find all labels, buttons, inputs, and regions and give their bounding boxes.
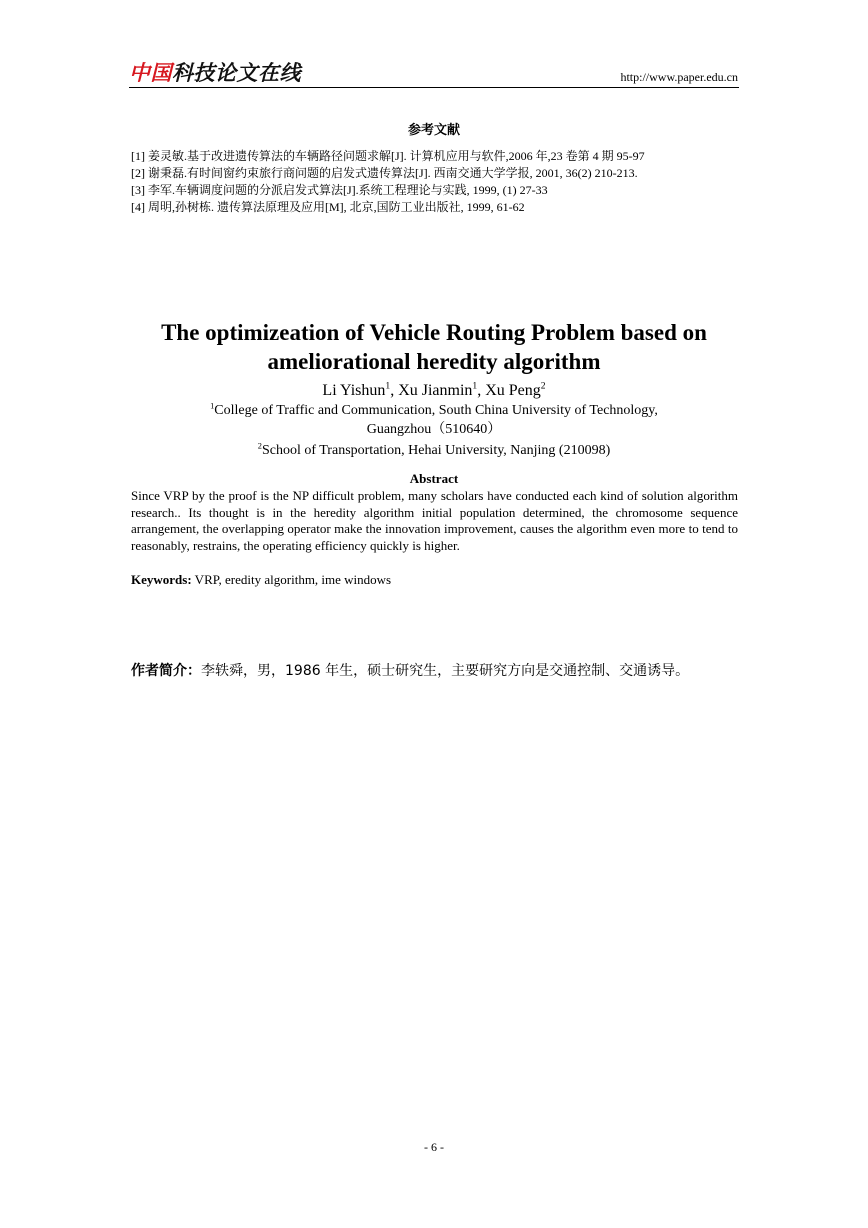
affiliation-text: College of Traffic and Communication, South China University of Technology, <box>214 403 658 418</box>
site-logo <box>129 60 301 86</box>
affil-marker: 1 <box>210 401 215 411</box>
reference-item: [2] 谢秉磊.有时间窗约束旅行商问题的启发式遗传算法[J]. 西南交通大学学报, 2001, 36(2) 210-213. <box>131 166 638 180</box>
author-separator: , <box>390 382 399 399</box>
author-separator: , <box>477 382 486 399</box>
author-list <box>0 382 868 400</box>
affiliation-1-continued: Guangzhou（510640） <box>366 422 502 437</box>
logo-red-text: 中国 <box>129 61 172 85</box>
reference-item: [3] 李军.车辆调度问题的分派启发式算法[J].系统工程理论与实践, 1999, (1) 27-33 <box>131 183 548 197</box>
author-bio-label: 作者简介： <box>131 663 201 679</box>
header-divider <box>129 87 739 88</box>
abstract-body: Since VRP by the proof is the NP difficult problem, many scholars have conducted each kind of solution algorithm research.. Its thought is in the heredity algorithm initial population determined, the chromosome sequence arrangement, the overlapping operator make the innovation improvement, causes the algorithm even more to tend to reasonably, restrains, the operating efficiency quickly is higher. <box>131 488 738 553</box>
reference-item: [1] 姜灵敏.基于改进遗传算法的车辆路径问题求解[J]. 计算机应用与软件,2006 年,23 卷第 4 期 95-97 <box>131 149 645 163</box>
author-affil-marker: 1 <box>472 380 478 392</box>
page-number: - 6 - <box>424 1140 444 1154</box>
keywords-text: VRP, eredity algorithm, ime windows <box>191 572 392 587</box>
affiliation-2 <box>0 441 868 460</box>
author-name: Xu Jianmin <box>398 382 473 399</box>
abstract-heading: Abstract <box>409 471 459 486</box>
author-bio-text: 李轶舜，男，1986 年生，硕士研究生，主要研究方向是交通控制、交通诱导。 <box>201 663 690 679</box>
author-name: Li Yishun <box>322 382 386 399</box>
author-affil-marker: 2 <box>540 380 546 392</box>
affiliation-text: School of Transportation, Hehai University, Nanjing (210098) <box>261 443 611 458</box>
keywords-label: Keywords: <box>131 572 192 587</box>
paper-title-line-1: The optimizeation of Vehicle Routing Problem based on <box>161 320 707 345</box>
affil-marker: 2 <box>257 441 262 451</box>
paper-title-line-2: ameliorational heredity algorithm <box>267 349 601 374</box>
paper-title <box>100 318 768 376</box>
reference-item: [4] 周明,孙树栋. 遗传算法原理及应用[M], 北京,国防工业出版社, 1999, 61-62 <box>131 200 525 214</box>
references-title: 参考文献 <box>407 123 460 138</box>
author-name: Xu Peng <box>485 382 541 399</box>
affiliation-1 <box>0 401 868 420</box>
author-affil-marker: 1 <box>385 380 391 392</box>
reference-list <box>131 148 751 216</box>
author-bio <box>131 660 689 680</box>
keywords-line <box>131 572 391 588</box>
site-url: http://www.paper.edu.cn <box>620 70 738 84</box>
logo-black-text: 科技论文在线 <box>172 61 301 85</box>
